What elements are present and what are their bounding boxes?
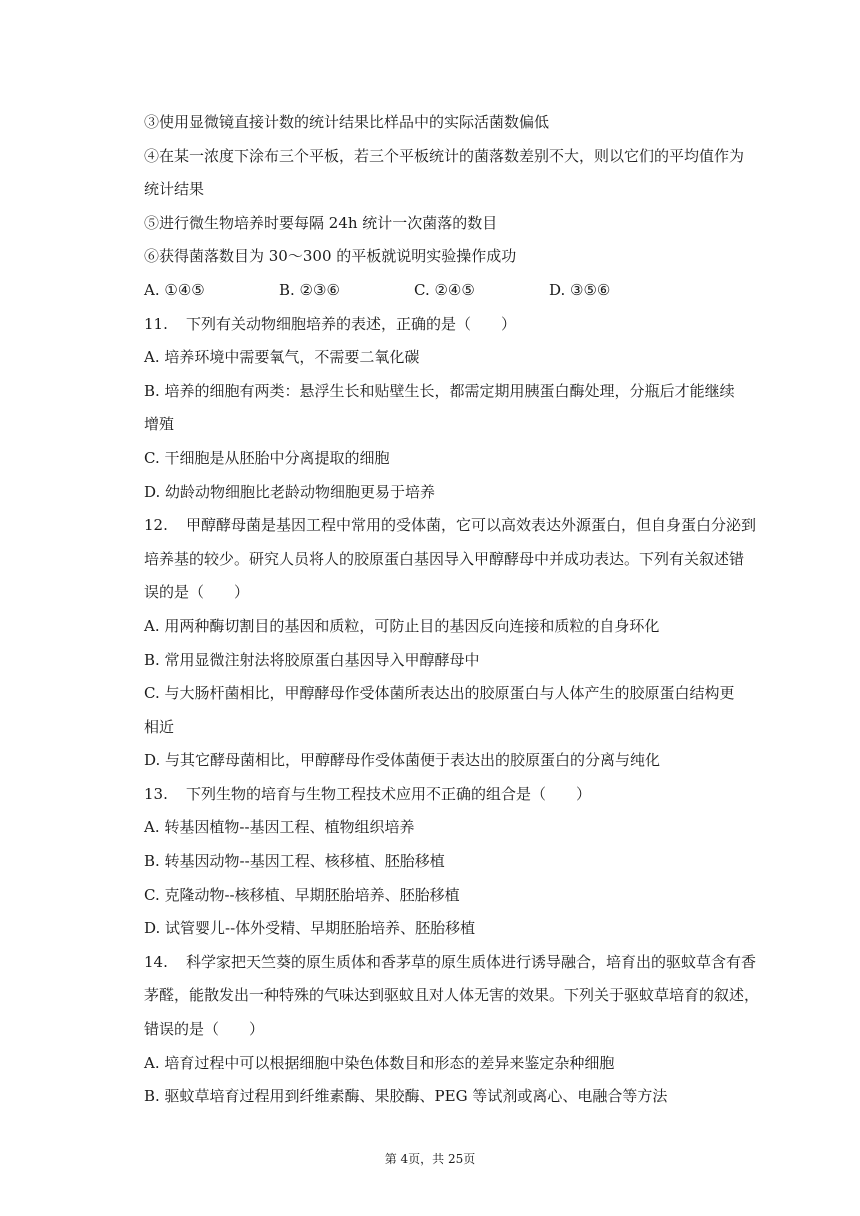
q14-stem-line: [144, 946, 764, 980]
q11-number: 11.: [144, 314, 168, 333]
q11-line: A. 培养环境中需要氧气，不需要二氧化碳: [144, 348, 420, 367]
q10-option-c: C. ②④⑤: [414, 280, 475, 299]
q13-line: B. 转基因动物--基因工程、核移植、胚胎移植: [144, 852, 445, 871]
q11-line: C. 干细胞是从胚胎中分离提取的细胞: [144, 448, 390, 467]
page-content: [144, 106, 764, 1114]
q12-number: 12.: [144, 516, 168, 535]
q10-options: [144, 274, 764, 308]
q13-stem: 下列生物的培育与生物工程技术应用不正确的组合是（ ）: [186, 784, 592, 803]
q14-line: B. 驱蚊草培育过程用到纤维素酶、果胶酶、PEG 等试剂或离心、电融合等方法: [144, 1087, 668, 1106]
page-footer: 第 4页，共 25页: [384, 1152, 476, 1166]
q12-line: C. 与大肠杆菌相比，甲醇酵母作受体菌所表达出的胶原蛋白与人体产生的胶原蛋白结构更: [144, 684, 735, 703]
q12-stem-line: [144, 509, 764, 543]
q10-item: ⑤进行微生物培养时要每隔 24h 统计一次菌落的数目: [144, 213, 498, 232]
q12-line: B. 常用显微注射法将胶原蛋白基因导入甲醇酵母中: [144, 650, 480, 669]
q11-line: 增殖: [144, 415, 175, 434]
q10-option-a: A. ①④⑤: [144, 280, 205, 299]
q12-line: 误的是（ ）: [144, 583, 250, 602]
q14-line: 错误的是（ ）: [144, 1020, 265, 1039]
q14-number: 14.: [144, 952, 168, 971]
q11-line: D. 幼龄动物细胞比老龄动物细胞更易于培养: [144, 482, 436, 501]
q13-line: D. 试管婴儿--体外受精、早期胚胎培养、胚胎移植: [144, 919, 476, 938]
q14-line: A. 培育过程中可以根据细胞中染色体数目和形态的差异来鉴定杂种细胞: [144, 1053, 615, 1072]
q11-stem: 下列有关动物细胞培养的表述，正确的是（ ）: [186, 314, 517, 333]
q14-stem: 科学家把天竺葵的原生质体和香茅草的原生质体进行诱导融合，培育出的驱蚊草含有香: [186, 952, 757, 971]
q10-item: ③使用显微镜直接计数的统计结果比样品中的实际活菌数偏低: [144, 113, 550, 131]
q13-line: A. 转基因植物--基因工程、植物组织培养: [144, 818, 415, 837]
q13-line: C. 克隆动物--核移植、早期胚胎培养、胚胎移植: [144, 885, 460, 904]
q14-line: 茅醛，能散发出一种特殊的气味达到驱蚊且对人体无害的效果。下列关于驱蚊草培育的叙述，: [144, 986, 760, 1005]
q12-line: 培养基的较少。研究人员将人的胶原蛋白基因导入甲醇酵母中并成功表达。下列有关叙述错: [144, 549, 745, 568]
q10-item: ⑥获得菌落数目为 30～300 的平板就说明实验操作成功: [144, 247, 517, 266]
q12-line: A. 用两种酶切割目的基因和质粒，可防止目的基因反向连接和质粒的自身环化: [144, 616, 660, 635]
q13-number: 13.: [144, 784, 168, 803]
q13-stem-line: [144, 778, 764, 812]
q11-stem-line: [144, 308, 764, 342]
q11-line: B. 培养的细胞有两类：悬浮生长和贴壁生长，都需定期用胰蛋白酶处理，分瓶后才能继续: [144, 381, 735, 400]
q10-option-d: D. ③⑤⑥: [549, 280, 611, 299]
q12-line: 相近: [144, 717, 175, 736]
q12-stem: 甲醇酵母菌是基因工程中常用的受体菌，它可以高效表达外源蛋白，但自身蛋白分泌到: [186, 516, 757, 535]
q10-item: ④在某一浓度下涂布三个平板，若三个平板统计的菌落数差别不大，则以它们的平均值作为: [144, 146, 745, 165]
q10-item: 统计结果: [144, 180, 205, 199]
q12-line: D. 与其它酵母菌相比，甲醇酵母作受体菌便于表达出的胶原蛋白的分离与纯化: [144, 751, 661, 770]
q10-option-b: B. ②③⑥: [279, 280, 340, 299]
